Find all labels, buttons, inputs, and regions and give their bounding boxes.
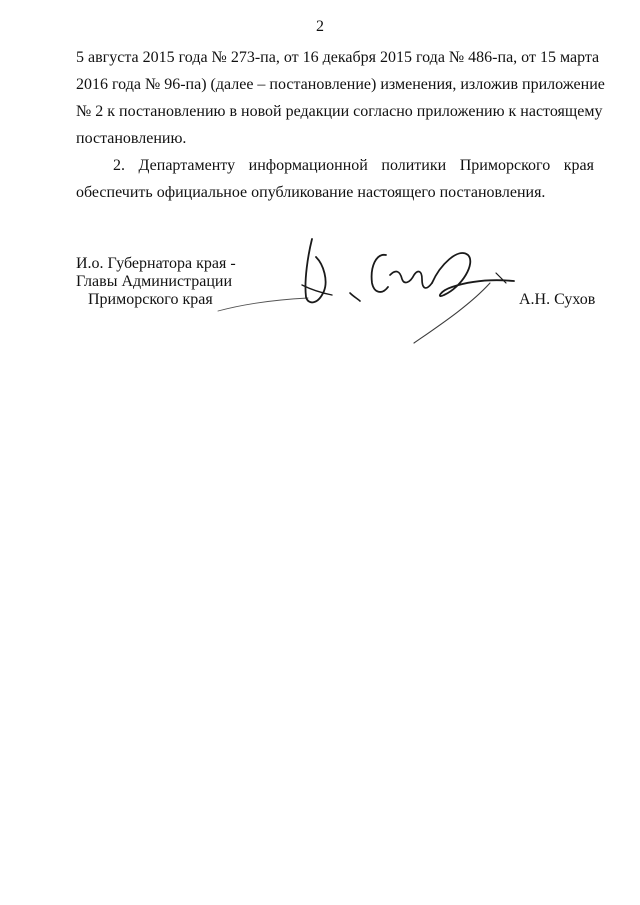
paragraph-item-2 [76,152,594,206]
text-line: 5 августа 2015 года № 273-па, от 16 декабря 2015 года № 486-па, от 15 марта [76,49,600,66]
text-line: № 2 к постановлению в новой редакции согласно приложению к настоящему [76,103,603,120]
handwritten-signature [200,225,530,355]
text-line: постановлению. [76,130,187,147]
signatory-title-line: И.о. Губернатора края - [76,255,236,272]
signatory-name: А.Н. Сухов [519,291,596,308]
signatory-title-line: Главы Администрации [76,273,233,290]
text-line: обеспечить официальное опубликование настоящего постановления. [76,184,546,201]
document-body [76,44,605,206]
paragraph-continuation [76,44,605,152]
text-line: 2016 года № 96-па) (далее – постановление) изменения, изложив приложение [76,76,605,93]
page-number: 2 [316,18,324,35]
signatory-title-line: Приморского края [88,291,213,308]
text-line: 2. Департаменту информационной политики Приморского края [113,157,594,174]
